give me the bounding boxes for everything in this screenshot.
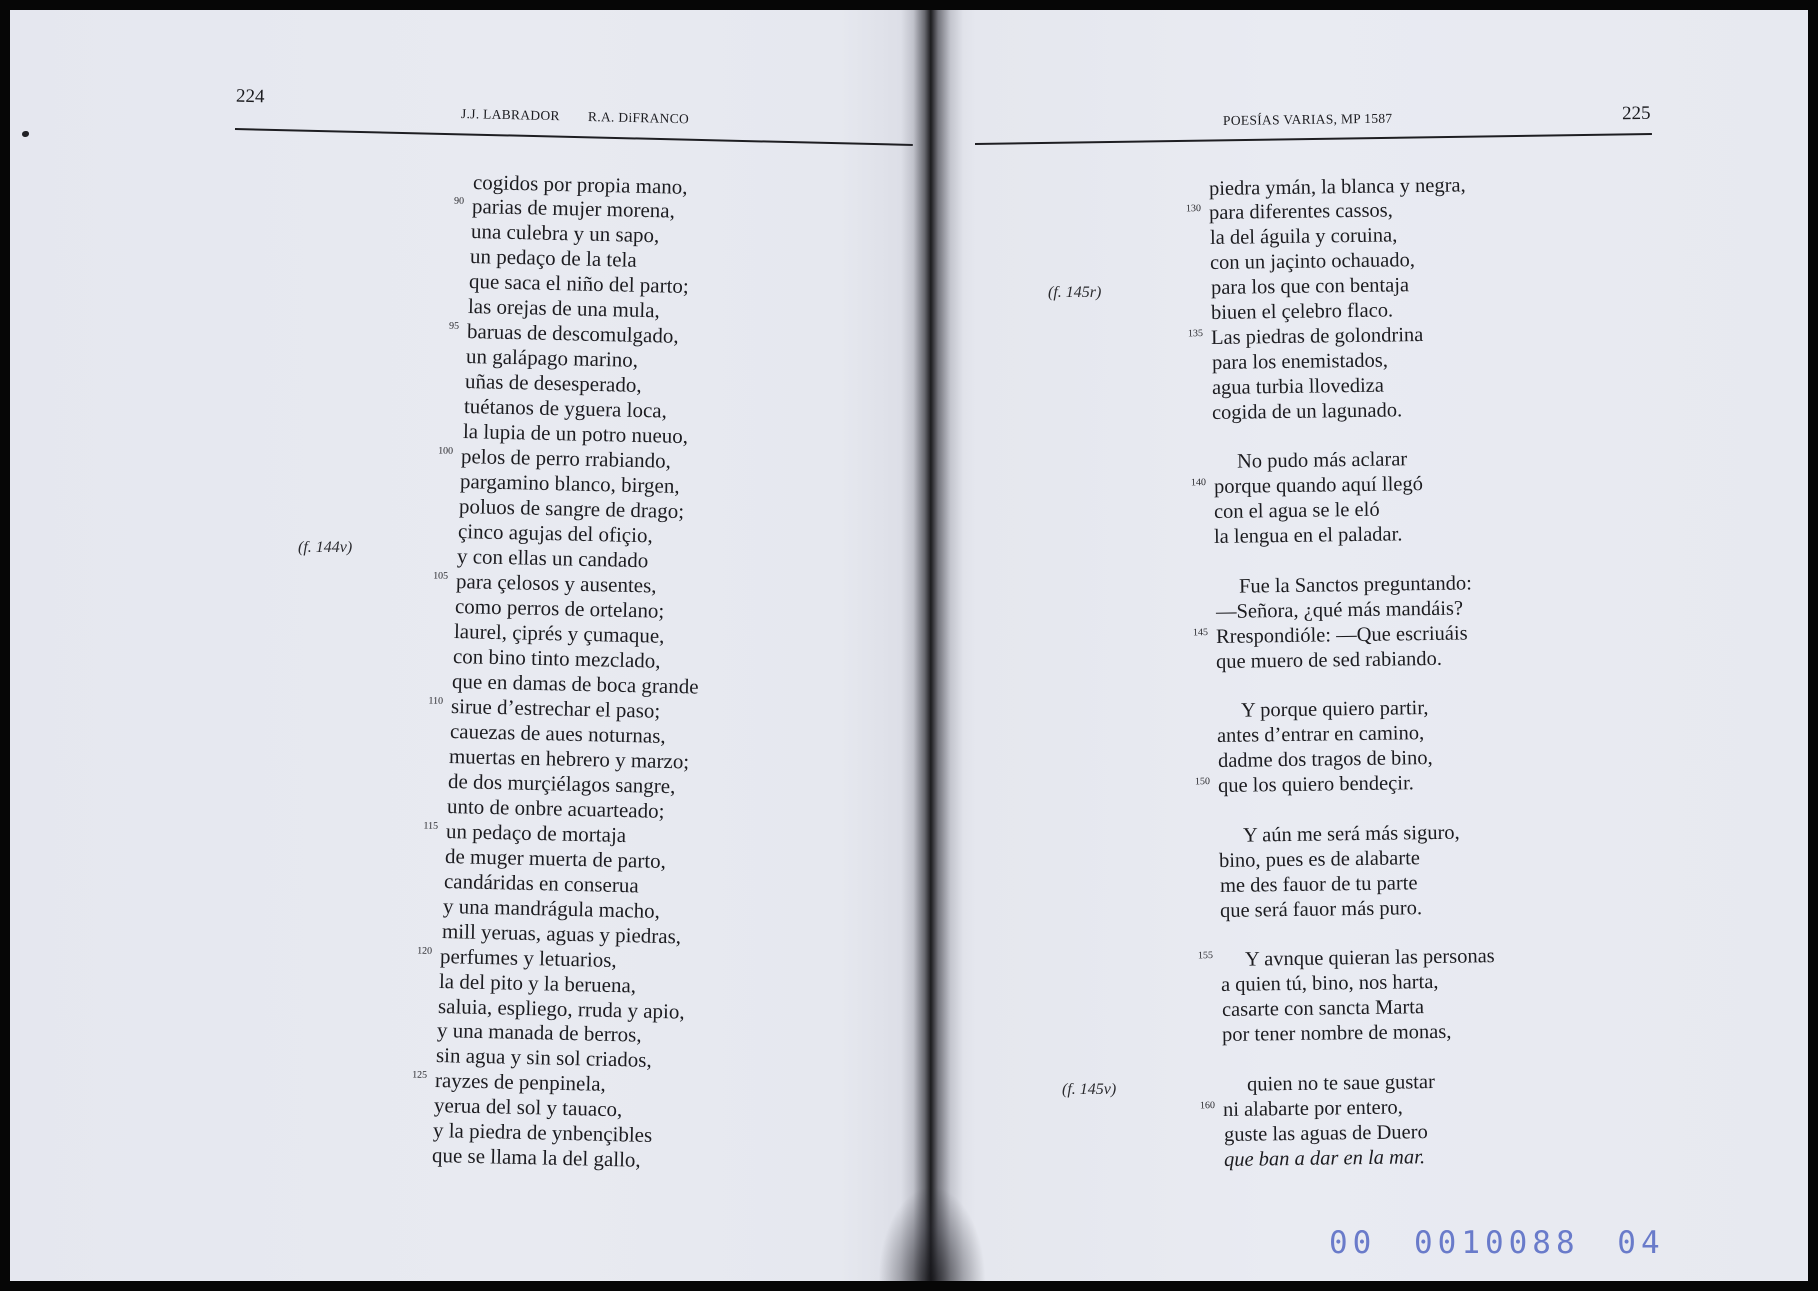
verse-text: unto de onbre acuarteado;: [446, 793, 665, 823]
verse-text: una culebra y un sapo,: [470, 219, 660, 248]
verse-text: Y porque quiero partir,: [1240, 697, 1429, 723]
verse-text: Rrespondióle: —Que escriuáis: [1215, 622, 1468, 648]
verse-text: uñas de desesperado,: [464, 369, 642, 398]
verse-line: [1212, 373, 1384, 400]
verse-text: que los quiero bendeçir.: [1218, 772, 1415, 798]
verse-text: pelos de perro rrabiando,: [461, 444, 672, 473]
verse-line: [1214, 522, 1403, 550]
verse-text: para diferentes cassos,: [1209, 199, 1394, 225]
verse-line: [1223, 1120, 1427, 1148]
verse-line: [1214, 498, 1380, 525]
running-head-author: J.J. LABRADOR: [460, 106, 560, 124]
verse-line: [1186, 199, 1394, 227]
verse-line: [1188, 323, 1424, 351]
archive-stamp: 00 0010088 04: [1329, 1225, 1665, 1261]
verse-line: [1210, 273, 1408, 301]
verse-line: [1210, 248, 1415, 276]
verse-text: quien no te saue gustar: [1246, 1070, 1435, 1096]
verse-text: para los que con bentaja: [1210, 274, 1409, 300]
verse-text: poluos de sangre de drago;: [459, 494, 685, 524]
verse-line: [1195, 771, 1415, 799]
line-number: 120: [417, 945, 433, 957]
line-number: 110: [428, 695, 444, 707]
verse-line: [1217, 696, 1429, 724]
verse-text: çinco agujas del ofiçio,: [458, 519, 654, 548]
verse-line: [1216, 646, 1442, 674]
verse-text: Fue la Sanctos preguntando:: [1238, 572, 1473, 598]
verse-text: dadme dos tragos de bino,: [1217, 747, 1433, 773]
verse-text: ni alabarte por entero,: [1223, 1096, 1404, 1121]
verse-line: [1192, 621, 1468, 650]
verse-line: [1209, 173, 1466, 202]
verse-text: muertas en hebrero y marzo;: [448, 743, 690, 774]
verse-text: sin agua y sin sol criados,: [435, 1043, 653, 1073]
running-head-author: R.A. DiFRANCO: [587, 109, 690, 127]
verse-text: un pedaço de mortaja: [445, 818, 627, 847]
page-number: 224: [235, 85, 265, 108]
verse-text: que saca el niño del parto;: [468, 269, 689, 299]
verse-line: [1212, 398, 1402, 426]
verse-text: biuen el çelebro flaco.: [1210, 299, 1394, 324]
verse-text: que será fauor más puro.: [1219, 896, 1423, 922]
verse-text: cauezas de aues noturnas,: [449, 718, 666, 748]
verse-line: [1215, 596, 1462, 624]
verse-text: la del pito y la beruena,: [439, 968, 637, 997]
verse-text: saluia, espliego, rruda y apio,: [438, 993, 686, 1024]
verse-text: —Señora, ¿qué más mandáis?: [1215, 597, 1463, 623]
verse-line: [1217, 721, 1425, 749]
verse-line: [1220, 896, 1422, 924]
verse-text: yerua del sol y tauaco,: [433, 1093, 623, 1122]
verse-text: y una mandrágula macho,: [442, 893, 660, 923]
verse-text: parias de mujer morena,: [471, 194, 676, 224]
verse-text: baruas de descomulgado,: [466, 319, 679, 349]
page-number: 225: [1621, 102, 1651, 125]
left-page: [10, 10, 932, 1281]
line-number: 150: [1195, 776, 1211, 788]
verse-line: [1190, 472, 1423, 500]
verse-text: que ban a dar en la mar.: [1223, 1145, 1426, 1171]
verse-line: [417, 943, 618, 973]
verse-line: [1197, 945, 1495, 974]
line-number: 160: [1200, 1099, 1216, 1112]
folio-note: (f. 145r): [1048, 284, 1102, 301]
verse-text: que se llama la del gallo,: [431, 1143, 642, 1173]
verse-line: [1215, 571, 1472, 600]
verse-text: con bino tinto mezclado,: [452, 643, 661, 673]
verse-text: por tener nombre de monas,: [1221, 1020, 1452, 1047]
verse-line: [1224, 1145, 1425, 1173]
verse-text: laurel, çiprés y çumaque,: [453, 618, 665, 648]
verse-line: [1219, 846, 1420, 874]
verse-text: guste las aguas de Duero: [1223, 1120, 1428, 1146]
verse-text: que muero de sed rabiando.: [1216, 647, 1443, 673]
line-number: 155: [1197, 950, 1213, 962]
verse-line: [1221, 970, 1439, 998]
verse-text: Y aún me será más siguro,: [1242, 821, 1460, 847]
verse-line: [1222, 995, 1424, 1023]
verse-text: la lupia de un potro nueuo,: [462, 419, 688, 449]
line-number: 125: [412, 1069, 428, 1082]
line-number: 95: [448, 320, 459, 333]
verse-line: [1213, 448, 1408, 476]
verse-text: piedra ymán, la blanca y negra,: [1208, 173, 1466, 200]
verse-text: las orejas de una mula,: [467, 294, 660, 323]
verse-text: para los enemistados,: [1211, 349, 1388, 374]
line-number: 100: [438, 445, 454, 457]
verse-text: candáridas en conserua: [443, 868, 639, 898]
header-rule: [975, 133, 1652, 145]
verse-text: con un jaçinto ochauado,: [1209, 249, 1416, 275]
ink-spot: [22, 131, 29, 137]
verse-line: [1210, 224, 1398, 252]
verse-text: mill yeruas, aguas y piedras,: [441, 918, 681, 949]
verse-line: [1219, 821, 1460, 849]
folio-note: (f. 144v): [298, 539, 353, 556]
verse-text: perfumes y letuarios,: [440, 943, 618, 972]
verse-text: que en damas de boca grande: [451, 668, 699, 699]
verse-text: No pudo más aclarar: [1237, 448, 1408, 474]
verse-text: y la piedra de ynbençibles: [432, 1118, 653, 1148]
gutter-shadow: [878, 1186, 986, 1281]
verse-text: me des fauor de tu parte: [1219, 871, 1418, 897]
verse-line: [432, 1143, 641, 1173]
running-head-title: POESÍAS VARIAS, MP 1587: [1222, 110, 1393, 128]
line-number: 115: [423, 820, 438, 832]
verse-text: porque quando aquí llegó: [1213, 473, 1423, 499]
book-gutter: [901, 10, 963, 1281]
line-number: 140: [1190, 477, 1206, 489]
verse-line: [1218, 746, 1433, 774]
verse-line: [423, 818, 627, 848]
verse-text: agua turbia llovediza: [1211, 374, 1385, 399]
verse-text: bino, pues es de alabarte: [1219, 846, 1421, 872]
line-number: 145: [1192, 626, 1208, 639]
line-number: 90: [453, 196, 465, 208]
verse-text: y una manada de berros,: [437, 1018, 643, 1048]
verse-text: antes d’entrar en camino,: [1217, 722, 1425, 748]
verse-text: pargamino blanco, birgen,: [460, 469, 681, 499]
verse-line: [1200, 1095, 1404, 1123]
line-number: 135: [1188, 328, 1204, 340]
verse-line: [443, 869, 638, 898]
header-rule: [235, 128, 913, 146]
folio-note: (f. 145v): [1062, 1081, 1117, 1098]
line-number: 130: [1186, 203, 1202, 215]
verse-line: [439, 969, 637, 998]
verse-text: casarte con sancta Marta: [1221, 996, 1424, 1022]
verse-text: de dos murçiélagos sangre,: [447, 768, 676, 798]
verse-line: [1211, 298, 1393, 326]
verse-text: con el agua se le eló: [1213, 498, 1380, 524]
verse-text: cogidos por propia mano,: [472, 169, 688, 199]
verse-text: la del águila y coruina,: [1209, 224, 1398, 250]
right-page: [932, 10, 1808, 1281]
verse-text: como perros de ortelano;: [454, 593, 665, 623]
line-number: 105: [433, 570, 449, 582]
verse-text: rayzes de penpinela,: [434, 1068, 607, 1097]
verse-text: un galápago marino,: [465, 344, 638, 373]
verse-text: Y avnque quieran las personas: [1244, 945, 1495, 972]
verse-text: sirue d’estrechar el paso;: [450, 693, 661, 723]
verse-line: [1220, 871, 1418, 899]
verse-text: para çelosos y ausentes,: [455, 569, 658, 598]
verse-text: cogida de un lagunado.: [1212, 398, 1403, 424]
verse-text: de muger muerta de parto,: [444, 843, 666, 873]
verse-text: Las piedras de golondrina: [1211, 323, 1424, 349]
verse-line: [1212, 348, 1388, 375]
verse-text: un pedaço de la tela: [469, 244, 637, 273]
verse-line: [1223, 1070, 1435, 1098]
verse-line: [1222, 1020, 1452, 1048]
verse-text: la lengua en el paladar.: [1214, 523, 1403, 549]
verse-text: tuétanos de yguera loca,: [463, 394, 667, 423]
verse-text: y con ellas un candado: [456, 544, 649, 573]
verse-text: a quien tú, bino, nos harta,: [1221, 971, 1439, 997]
